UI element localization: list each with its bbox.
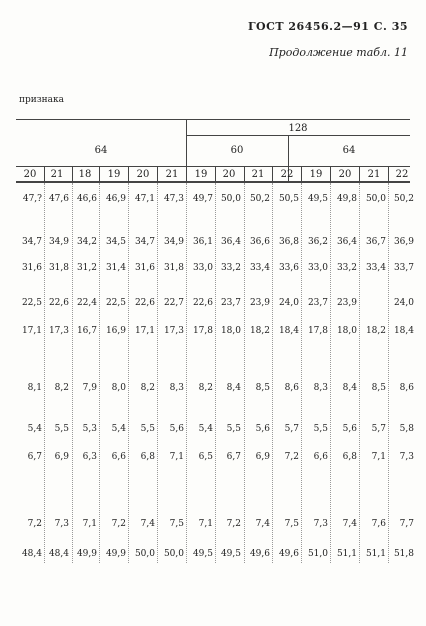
- table-cell: 18,0: [220, 326, 241, 336]
- column-header: 19: [194, 169, 208, 180]
- table-cell: 34,9: [163, 237, 184, 247]
- table-cell: 34,2: [76, 237, 97, 247]
- table-cell: 33,0: [192, 263, 213, 273]
- group-header-128: 128: [288, 123, 308, 134]
- column-header: 20: [338, 169, 352, 180]
- table-cell: 7,1: [198, 519, 213, 529]
- table-cell: 16,9: [105, 326, 126, 336]
- table-cell: 50,0: [365, 194, 386, 204]
- table-cell: 49,8: [336, 194, 357, 204]
- column-header: 20: [136, 169, 150, 180]
- table-cell: 31,6: [21, 263, 42, 273]
- table-cell: 5,4: [198, 424, 213, 434]
- table-cell: 7,7: [399, 519, 414, 529]
- table-cell: 7,9: [82, 383, 97, 393]
- column-header: 18: [78, 169, 92, 180]
- table-cell: 6,7: [226, 452, 241, 462]
- table-cell: 6,9: [54, 452, 69, 462]
- table-cell: 7,5: [284, 519, 299, 529]
- table-cell: 47,3: [163, 194, 184, 204]
- table-cell: 47,6: [48, 194, 69, 204]
- table-cell: 7,4: [342, 519, 357, 529]
- table-cell: 7,2: [226, 519, 241, 529]
- table-cell: 6,8: [140, 452, 155, 462]
- table-cell: 22,6: [48, 298, 69, 308]
- table-cell: 36,4: [220, 237, 241, 247]
- table-cell: 7,5: [169, 519, 184, 529]
- table-cell: 7,3: [313, 519, 328, 529]
- column-header: 21: [251, 169, 265, 180]
- table-cell: 46,6: [76, 194, 97, 204]
- table-cell: 47,?: [22, 194, 42, 204]
- header-rule: [16, 119, 410, 120]
- table-cell: 47,1: [134, 194, 155, 204]
- table-cell: 7,4: [140, 519, 155, 529]
- table-cell: 31,4: [105, 263, 126, 273]
- table-cell: 50,2: [393, 194, 414, 204]
- table-cell: 36,4: [336, 237, 357, 247]
- table-cell: 49,5: [307, 194, 328, 204]
- column-header: 21: [367, 169, 381, 180]
- table-cell: 24,0: [278, 298, 299, 308]
- table-continuation-title: Продолжение табл. 11: [269, 46, 408, 59]
- table-cell: 33,0: [307, 263, 328, 273]
- table-cell: 8,2: [54, 383, 69, 393]
- table-cell: 34,5: [105, 237, 126, 247]
- table-cell: 31,8: [48, 263, 69, 273]
- header-rule: [16, 181, 410, 183]
- table-cell: 18,4: [393, 326, 414, 336]
- table-cell: 8,0: [111, 383, 126, 393]
- group-header-64: 64: [342, 145, 356, 156]
- table-cell: 5,5: [226, 424, 241, 434]
- table-cell: 50,0: [134, 549, 155, 559]
- table-cell: 8,5: [255, 383, 270, 393]
- table-cell: 36,6: [249, 237, 270, 247]
- table-cell: 8,1: [27, 383, 42, 393]
- column-header: 21: [50, 169, 64, 180]
- table-cell: 31,2: [76, 263, 97, 273]
- header-rule: [16, 166, 410, 167]
- table-cell: 22,7: [163, 298, 184, 308]
- table-cell: 7,2: [284, 452, 299, 462]
- table-cell: 50,0: [220, 194, 241, 204]
- table-cell: 6,3: [82, 452, 97, 462]
- table-cell: 24,0: [393, 298, 414, 308]
- table-cell: 49,7: [192, 194, 213, 204]
- table-cell: 50,2: [249, 194, 270, 204]
- table-cell: 49,6: [249, 549, 270, 559]
- table-cell: 7,1: [169, 452, 184, 462]
- row-label-header: признака: [19, 95, 65, 105]
- table-cell: 5,5: [140, 424, 155, 434]
- table-cell: 18,0: [336, 326, 357, 336]
- table-cell: 36,2: [307, 237, 328, 247]
- table-cell: 5,6: [169, 424, 184, 434]
- table-cell: 22,5: [21, 298, 42, 308]
- table-cell: 22,5: [105, 298, 126, 308]
- table-cell: 5,5: [54, 424, 69, 434]
- table-cell: 22,6: [134, 298, 155, 308]
- table-cell: 51,1: [336, 549, 357, 559]
- table-cell: 23,7: [220, 298, 241, 308]
- table-cell: 5,5: [313, 424, 328, 434]
- table-cell: 6,6: [313, 452, 328, 462]
- table-cell: 5,8: [399, 424, 414, 434]
- header-rule: [186, 135, 410, 136]
- table-cell: 23,9: [249, 298, 270, 308]
- column-header: 19: [107, 169, 121, 180]
- table-cell: 6,9: [255, 452, 270, 462]
- table-cell: 7,2: [27, 519, 42, 529]
- table-cell: 18,2: [365, 326, 386, 336]
- table-cell: 51,1: [365, 549, 386, 559]
- table-cell: 22,6: [192, 298, 213, 308]
- table-cell: 6,8: [342, 452, 357, 462]
- table-cell: 33,4: [365, 263, 386, 273]
- table-cell: 18,2: [249, 326, 270, 336]
- table-cell: 33,2: [220, 263, 241, 273]
- table-cell: 33,7: [393, 263, 414, 273]
- table-cell: 46,9: [105, 194, 126, 204]
- table-cell: 49,5: [192, 549, 213, 559]
- table-cell: 34,7: [21, 237, 42, 247]
- group-header-64: 64: [94, 145, 108, 156]
- table-cell: 17,1: [134, 326, 155, 336]
- table-cell: 23,7: [307, 298, 328, 308]
- table-cell: 8,3: [313, 383, 328, 393]
- table-cell: 17,3: [163, 326, 184, 336]
- table-cell: 49,9: [76, 549, 97, 559]
- column-header: 22: [280, 169, 294, 180]
- table-cell: 36,9: [393, 237, 414, 247]
- column-header: 20: [222, 169, 236, 180]
- table-cell: 49,5: [220, 549, 241, 559]
- table-cell: 5,7: [284, 424, 299, 434]
- table-cell: 49,6: [278, 549, 299, 559]
- table-cell: 18,4: [278, 326, 299, 336]
- table-cell: 17,8: [307, 326, 328, 336]
- table-cell: 6,5: [198, 452, 213, 462]
- table-cell: 36,1: [192, 237, 213, 247]
- table-cell: 7,1: [371, 452, 386, 462]
- table-cell: 33,2: [336, 263, 357, 273]
- table-cell: 36,8: [278, 237, 299, 247]
- table-cell: 5,4: [111, 424, 126, 434]
- column-header: 21: [165, 169, 179, 180]
- table-cell: 33,6: [278, 263, 299, 273]
- table-cell: 5,7: [371, 424, 386, 434]
- table-cell: 16,7: [76, 326, 97, 336]
- table-cell: 6,6: [111, 452, 126, 462]
- table-cell: 7,2: [111, 519, 126, 529]
- table-cell: 5,4: [27, 424, 42, 434]
- table-cell: 34,9: [48, 237, 69, 247]
- table-cell: 17,8: [192, 326, 213, 336]
- table-cell: 8,6: [399, 383, 414, 393]
- table-cell: 7,3: [54, 519, 69, 529]
- table-cell: 6,7: [27, 452, 42, 462]
- column-header: 22: [395, 169, 409, 180]
- table-cell: 7,4: [255, 519, 270, 529]
- table-cell: 7,1: [82, 519, 97, 529]
- table-cell: 31,6: [134, 263, 155, 273]
- table-cell: 5,6: [255, 424, 270, 434]
- table-cell: 17,1: [21, 326, 42, 336]
- table-cell: 48,4: [21, 549, 42, 559]
- table-cell: 50,0: [163, 549, 184, 559]
- table-cell: 5,6: [342, 424, 357, 434]
- table-cell: 33,4: [249, 263, 270, 273]
- table-cell: 36,7: [365, 237, 386, 247]
- table-cell: 51,8: [393, 549, 414, 559]
- table-cell: 8,3: [169, 383, 184, 393]
- table-cell: 50,5: [278, 194, 299, 204]
- table-cell: 7,6: [371, 519, 386, 529]
- table-cell: 5,3: [82, 424, 97, 434]
- table-cell: 8,5: [371, 383, 386, 393]
- table-cell: 8,4: [226, 383, 241, 393]
- document-header: ГОСТ 26456.2—91 С. 35: [247, 20, 408, 33]
- table-cell: 23,9: [336, 298, 357, 308]
- table-cell: 49,9: [105, 549, 126, 559]
- table-cell: 34,7: [134, 237, 155, 247]
- table-cell: 8,4: [342, 383, 357, 393]
- table-cell: 22,4: [76, 298, 97, 308]
- table-cell: 31,8: [163, 263, 184, 273]
- table-cell: 8,6: [284, 383, 299, 393]
- table-cell: 8,2: [140, 383, 155, 393]
- table-cell: 17,3: [48, 326, 69, 336]
- table-cell: 7,3: [399, 452, 414, 462]
- group-header-60: 60: [230, 145, 244, 156]
- column-header: 20: [23, 169, 37, 180]
- table-cell: 48,4: [48, 549, 69, 559]
- table-cell: 8,2: [198, 383, 213, 393]
- column-header: 19: [309, 169, 323, 180]
- table-cell: 51,0: [307, 549, 328, 559]
